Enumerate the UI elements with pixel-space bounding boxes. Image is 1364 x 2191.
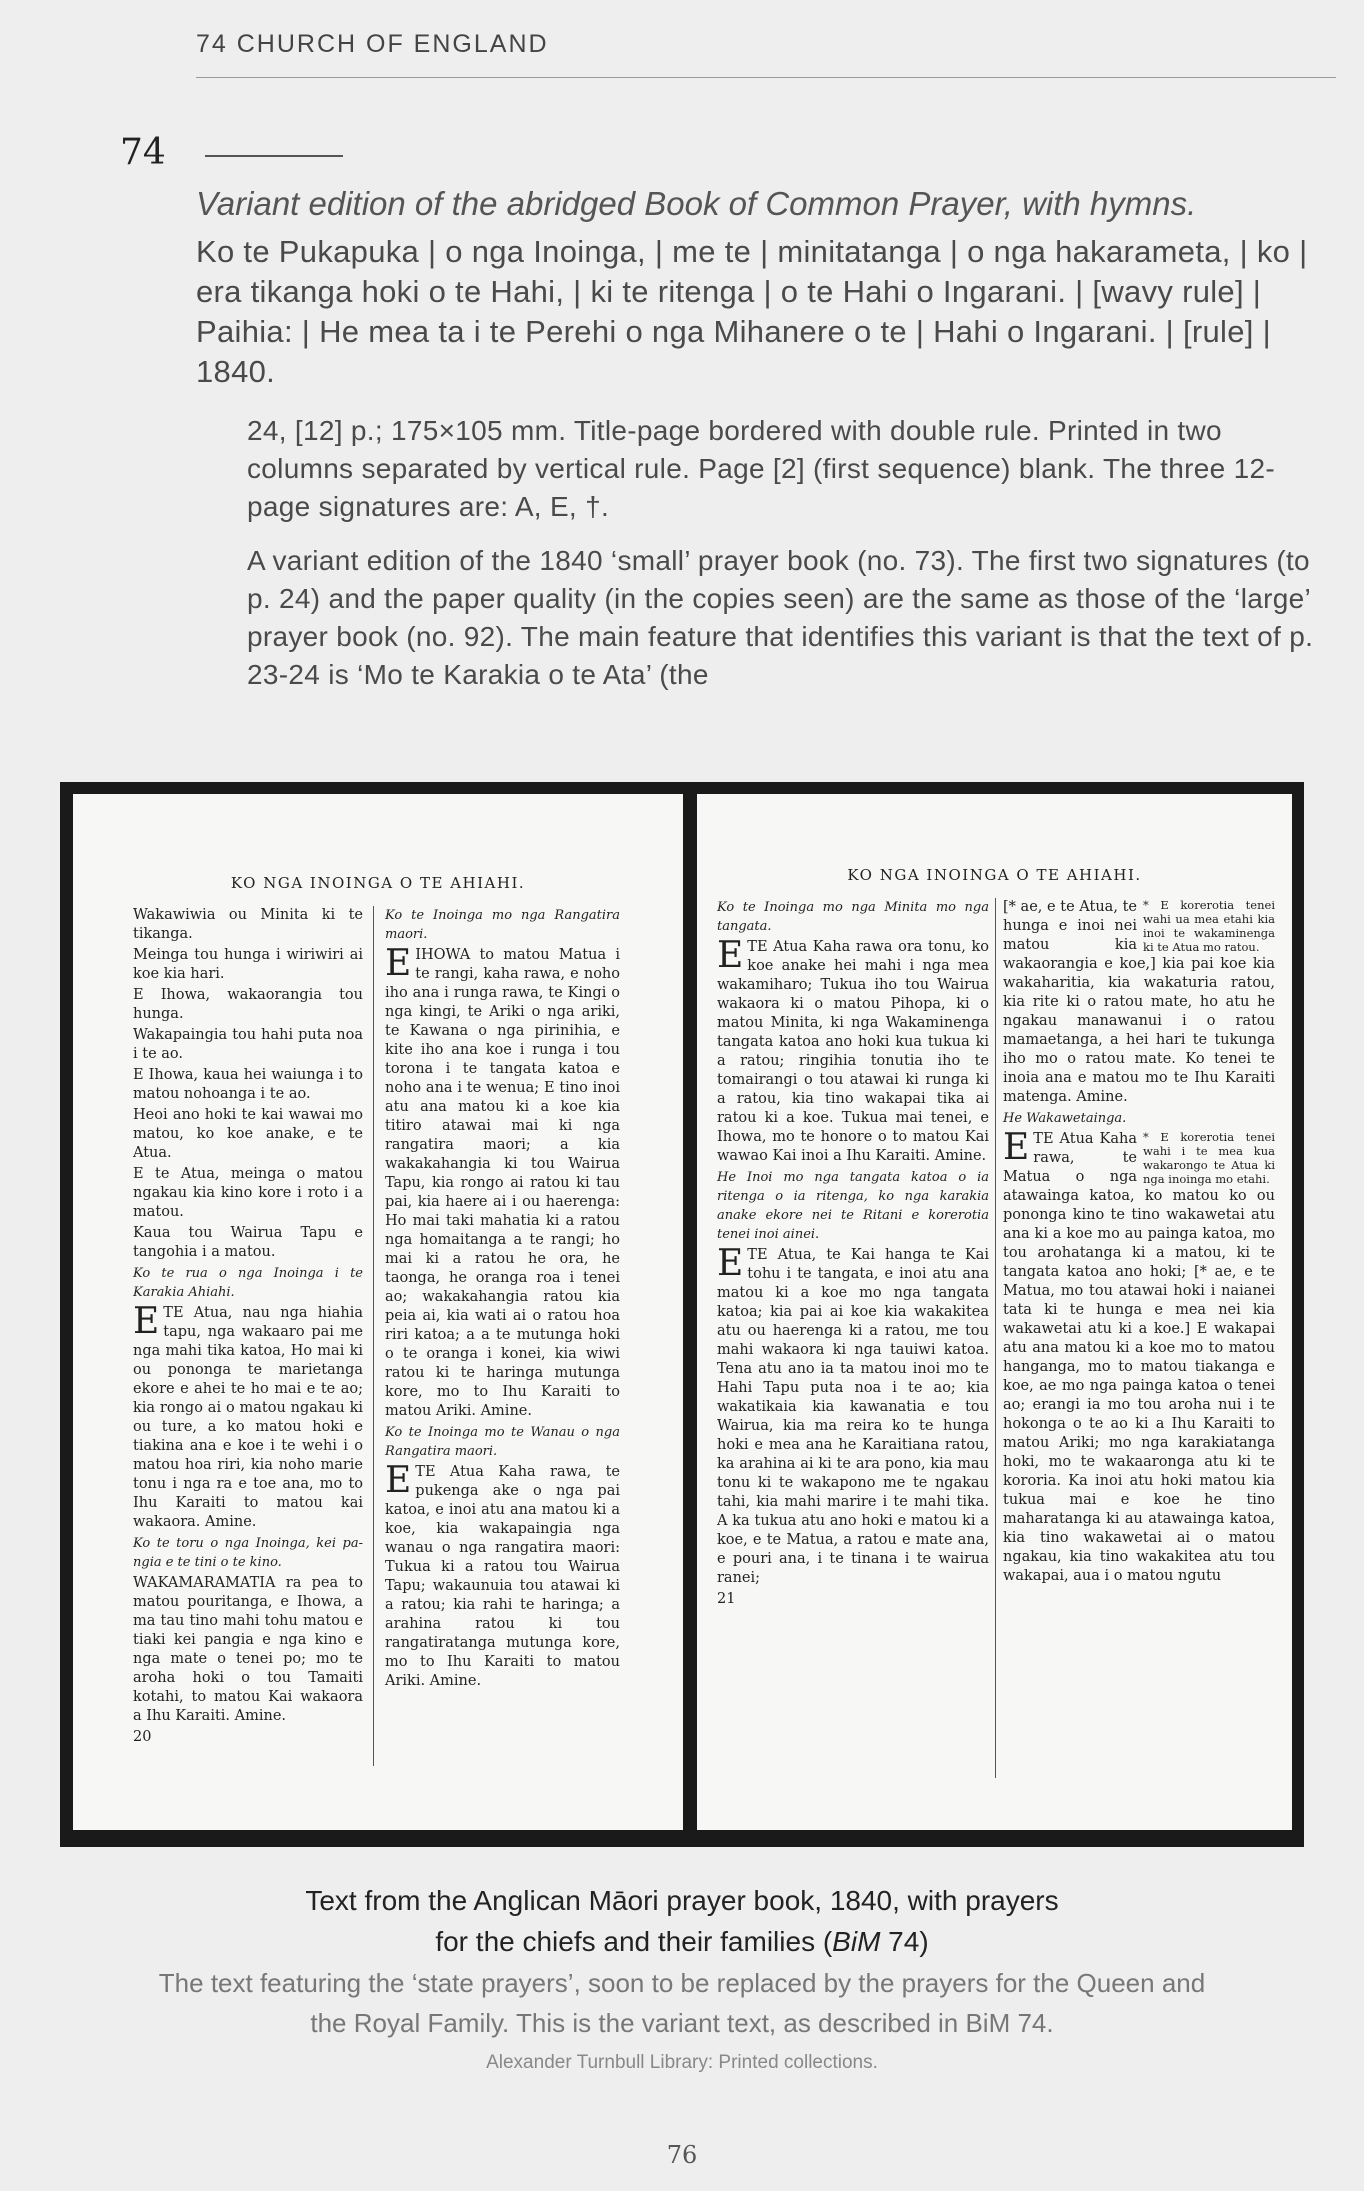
- entry-number: 74: [120, 132, 166, 173]
- prayer-rubric: Ko te Inoinga mo nga Rangatira maori.: [385, 908, 620, 942]
- prayer-rubric: He Wakawetainga.: [1003, 1111, 1127, 1126]
- prayer-text: ETE Atua, te Kai hanga te Kai tohu i te tangata, e inoi atu ana matou ki a koe mo nga tangata katoa; kia pai ai koe kia wakakitea atu ou haerenga ki a ratou, me tou mahi wakaora ki nga tauiwi katoa. Tena atu ano ia ta matou inoi mo te Hahi Tapu puta noa i te ao; kia wakatikaia kia kawanatia e tou Wairua, kia ma reira ko te hunga hoki e mea ana he Karaitiana ratou, ka arahina ai ki te ara pono, kia mau tonu ki te wakapono me te ngakau tahi, kia mahi marire i te mahi tika. A ka tukua atu ano hoki e matou ki a koe, e te Matua, a ratou e mate ana, e pouri ana, i te tinana i te wairua ranei;: [717, 1243, 989, 1586]
- left-page-col1: [133, 906, 363, 1749]
- right-page-folio: 21: [717, 1591, 736, 1607]
- marginal-note: * E korerotia tenei wahi i te mea kua wakarongo te Atua ki nga inoinga mo etahi.: [1143, 1130, 1275, 1186]
- versicle: E te Atua, meinga o matou ngakau kia kino kore i roto i a matou.: [133, 1166, 363, 1220]
- column-rule: [995, 898, 996, 1778]
- left-page-folio: 20: [133, 1729, 152, 1745]
- prayer-text: WAKAMARAMATIA ra pea to matou pouritanga, e Ihowa, a ma tau tino mahi tohu matou e tiaki kei pangia e nga kino e nga mate o tenei po; mo te aroha hoki o tou Tamaiti kotahi, to matou Kai wakaora a Ihu Karaiti. Amine.: [133, 1575, 363, 1724]
- right-facsimile-page: [697, 794, 1292, 1830]
- marginal-note: * E korerotia tenei wahi ua mea etahi kia inoi te wakaminenga ki te Atua mo ratou.: [1143, 898, 1275, 954]
- entry-notes: A variant edition of the 1840 ‘small’ prayer book (no. 73). The first two signatures (to p. 24) and the paper quality (in the copies seen) are the same as those of the ‘large’ prayer book (no. 92). The main feature that identifies this variant is that the text of p. 23-24 is ‘Mo te Karakia o te Ata’ (the: [247, 545, 1314, 690]
- prayer-rubric: Ko te Inoinga mo nga Minita mo nga tangata.: [717, 900, 989, 934]
- prayer-text: ETE Atua Kaha rawa ora tonu, ko koe anake hei mahi i nga mea wakamiharo; Tukua iho tou Wairua wakaora ki o matou Pihopa, ki o matou Minita, ki nga Wakaminenga tangata katoa ano hoki kua tukua ki a ratou; ringihia tonutia iho te tomairangi o tou atawai ki runga ki a ratou, kia tino wakapai tika ai ratou ki a koe. Tukua mai tenei, e Ihowa, mo te honore o to matou Kai wawao Kai inoi a Ihu Karaiti. Amine.: [717, 935, 989, 1164]
- drop-cap: E: [717, 935, 744, 976]
- versicle: E Ihowa, wakaorangia tou hunga.: [133, 987, 363, 1022]
- prayer-text: EIHOWA to matou Matua i te rangi, kaha rawa, e noho iho ana i runga rawa, te Kingi o nga kingi, te Ariki o nga ariki, te Kawana o nga pirinihia, e kite iho ana koe i runga i tou torona i te tangata katoa e noho ana i te wenua; E tino inoi atu ana matou ki a koe kia titiro atawai mai ki nga rangatira maori; a kia wakakahangia ki tou Wairua Tapu, kia rongo ai ratou ki tau pai, kia haere ai i ou haerenga: Ho mai taki mahatia ki a ratou nga homaitanga a te rangi; ho mai ki a ratou he ora, he taonga, he oranga roa i tenei ao; wakakahangia ratou kia peia ai, kia wati ai o ratou hoa riri katoa; a a te mutunga hoki o te oranga i konei, kia wiwi ratou ki te haringa mutunga kore, mo to Ihu Karaiti to matou Ariki. Amine.: [385, 943, 620, 1419]
- drop-cap: E: [385, 943, 412, 984]
- figure-caption-body: The text featuring the ‘state prayers’, soon to be replaced by the prayers for the Queen and the Royal Family. This is the variant text, as described in BiM 74.: [158, 1968, 1206, 2038]
- figure-credit: Alexander Turnbull Library: Printed collections.: [486, 2052, 878, 2073]
- drop-cap: E: [1003, 1127, 1030, 1168]
- right-page-heading: KO NGA INOINGA O TE AHIAHI.: [847, 866, 1142, 884]
- running-head: 74 CHURCH OF ENGLAND: [196, 30, 549, 58]
- versicle: Wakawiwia ou Minita ki te tikanga.: [133, 907, 363, 942]
- versicle: Kaua tou Wairua Tapu e tangohia i a matou.: [133, 1225, 363, 1260]
- left-page-heading: KO NGA INOINGA O TE AHIAHI.: [230, 874, 526, 892]
- prayer-rubric: He Inoi mo nga tangata katoa o ia ritenga o ia ritenga, ko nga karakia anake ekore nei te Ritani e korerotia tenei inoi ainei.: [717, 1170, 989, 1242]
- prayer-text: E * E korerotia tenei wahi i te mea kua wakarongo te Atua ki nga inoinga mo etahi. TE Atua Kaha rawa, te Matua o nga atawainga katoa, ko matou ko ou pononga kino te tino wakawetai atu ana ki a koe mo au painga katoa, mo tou arohatanga ki a matou, ki te tangata katoa ano hoki; [* ae, e te Matua, mo tou atawai hoki i naianei tata ki te hunga e mea nei kia wakawetai atu ki a koe.] E wakapai atu ana matou ki a koe mo to matou hanganga, mo to matou tiakanga e koe, ae mo nga painga katoa o tenei ao; erangi ia mo tou aroha nui i te hokonga o te ao ki a Ihu Karaiti to matou Ariki; mo nga karakiatanga hoki, mo te wakaaronga atu ki te kororia. Ka inoi atu hoki matou kia tukua mai e koe he tino maharatanga ki au atawainga katoa, kia tino wakawetai ai o matou ngakau, kia tino wakakitea atu tou wakapai, aua i o matou ngutu: [1003, 1127, 1275, 1584]
- physical-description: 24, [12] p.; 175×105 mm. Title-page bordered with double rule. Printed in two columns separated by vertical rule. Page [2] (first sequence) blank. The three 12-page signatures are: A, E, †.: [247, 415, 1275, 522]
- versicle: Heoi ano hoki te kai wawai mo matou, ko koe anake, e te Atua.: [133, 1107, 363, 1161]
- prayer-text: * E korerotia tenei wahi ua mea etahi kia inoi te wakaminenga ki te Atua mo ratou. [* ae, e te Atua, te hunga e inoi nei matou kia wakaorangia e koe,] kia pai koe kia wakaharitia, kia wakaturia ratou, kia rite ki o ratou mate, ho atu he ngakau manawanui i o ratou mamaetanga, a hei hari te tukunga iho mo o ratou mate. Ko tenei te inoia ana e matou mo te Ihu Karaiti matenga. Amine.: [1003, 898, 1275, 1105]
- facsimile-plate: [60, 782, 1304, 1847]
- page-number: 76: [666, 2141, 698, 2169]
- left-facsimile-page: [73, 794, 683, 1830]
- entry-rule: [205, 155, 343, 157]
- entry-title: Variant edition of the abridged Book of Common Prayer, with hymns.: [196, 185, 1197, 222]
- right-page-col1: [717, 898, 989, 1611]
- left-page-col2: [385, 906, 620, 1693]
- title-transcription: Ko te Pukapuka | o nga Inoinga, | me te | minitatanga | o nga hakarameta, | ko | era tikanga hoki o te Hahi, | ki te ritenga | o te Hahi o Ingarani. | [wavy rule] | Paihia: | He mea ta i te Perehi o nga Mihanere o te | Hahi o Ingarani. | [rule] | 1840.: [196, 234, 1308, 389]
- prayer-rubric: Ko te Inoinga mo te Wanau o nga Rangatira maori.: [385, 1425, 620, 1459]
- prayer-rubric: Ko te rua o nga Inoinga i te Karakia Ahiahi.: [133, 1266, 363, 1300]
- versicle: Meinga tou hunga i wiriwiri ai koe kia hari.: [133, 947, 363, 982]
- header-rule: [196, 77, 1336, 78]
- drop-cap: E: [133, 1301, 160, 1342]
- right-page-col2: [1003, 898, 1275, 1588]
- column-rule: [373, 906, 374, 1766]
- prayer-text: ETE Atua, nau nga hiahia tapu, nga wakaaro pai me nga mahi tika katoa, Ho mai ki ou pononga te marietanga ekore e ahei te ho mai e te ao; kia rongo ai o matou ngakau ki ou ture, a ko matou hoki e tiakina ana e koe i te wehi i o matou hoa riri, kia noho marie tonu i nga ra e toe ana, mo to Ihu Karaiti to matou kai wakaora. Amine.: [133, 1301, 363, 1530]
- prayer-text: ETE Atua Kaha rawa, te pukenga ake o nga pai katoa, e inoi atu ana matou ki a koe, kia wakapaingia nga wanau o nga rangatira maori: Tukua ki a ratou tou Wairua Tapu; wakaunuia tou atawai ki a ratou; kia rahi te haringa; a arahina ratou ki tou rangatiratanga mutunga kore, mo to Ihu Karaiti to matou Ariki. Amine.: [385, 1460, 620, 1689]
- versicle: E Ihowa, kaua hei waiunga i to matou nohoanga i te ao.: [133, 1067, 363, 1102]
- versicle: Wakapaingia tou hahi puta noa i te ao.: [133, 1027, 363, 1062]
- figure-caption-title: Text from the Anglican Māori prayer book, 1840, with prayers for the chiefs and their families (BiM 74): [305, 1885, 1059, 1957]
- drop-cap: E: [717, 1243, 744, 1284]
- drop-cap: E: [385, 1460, 412, 1501]
- prayer-rubric: Ko te toru o nga Inoinga, kei pa-ngia e te tini o te kino.: [133, 1536, 363, 1570]
